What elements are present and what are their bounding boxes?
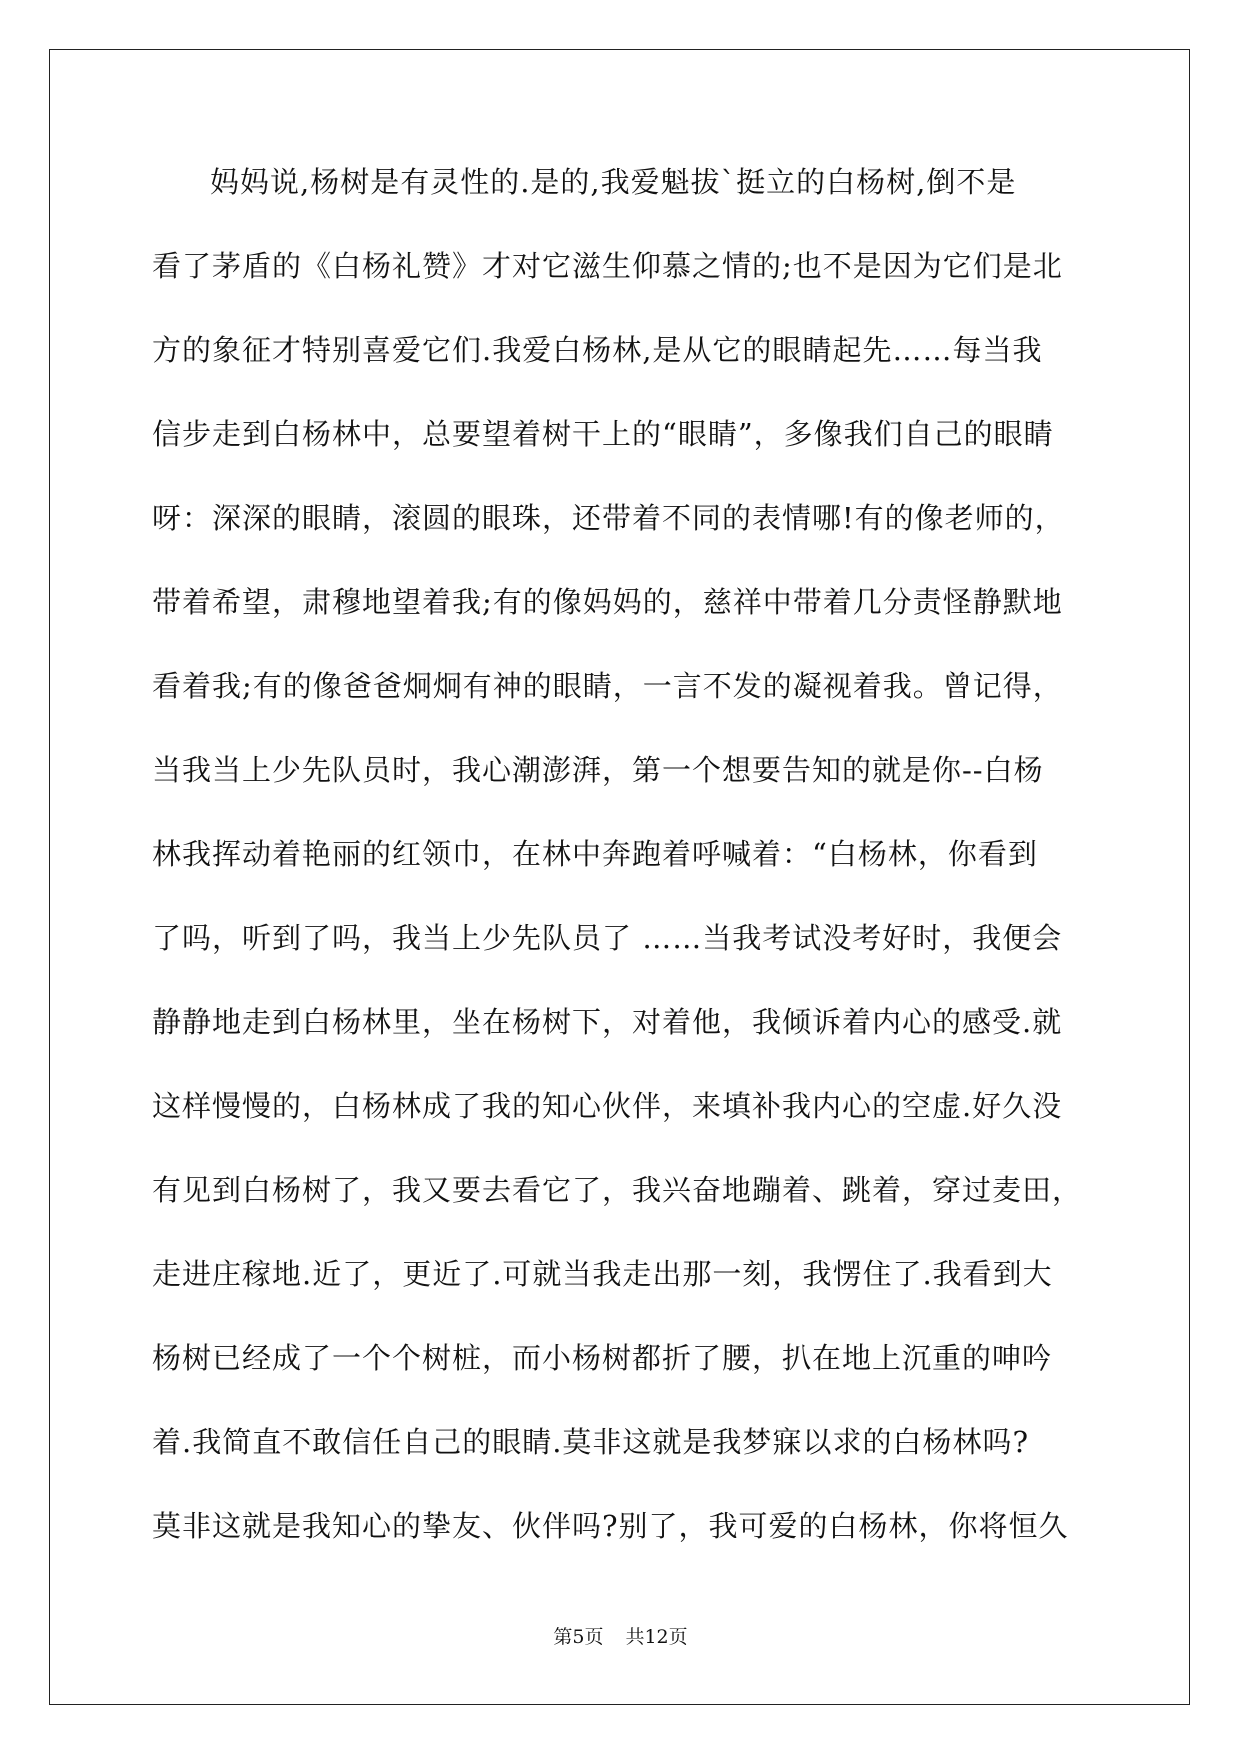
page-number-total: 共12页 xyxy=(625,1626,688,1648)
text-line: 呀：深深的眼睛，滚圆的眼珠，还带着不同的表情哪!有的像老师的， xyxy=(152,501,1065,535)
page-footer xyxy=(0,1622,1241,1649)
text-line: 静静地走到白杨林里，坐在杨树下，对着他，我倾诉着内心的感受.就 xyxy=(152,1005,1063,1039)
text-line: 了吗，听到了吗，我当上少先队员了 ……当我考试没考好时，我便会 xyxy=(152,921,1063,955)
text-line: 这样慢慢的，白杨林成了我的知心伙伴，来填补我内心的空虚.好久没 xyxy=(152,1089,1063,1123)
body-text xyxy=(152,164,1112,1592)
page-number-current: 第5页 xyxy=(553,1626,604,1648)
text-line: 方的象征才特别喜爱它们.我爱白杨林,是从它的眼睛起先……每当我 xyxy=(152,333,1043,367)
text-line: 有见到白杨树了，我又要去看它了，我兴奋地蹦着、跳着，穿过麦田， xyxy=(152,1173,1083,1207)
text-line: 杨树已经成了一个个树桩，而小杨树都折了腰，扒在地上沉重的呻吟 xyxy=(152,1341,1053,1375)
text-line: 看着我;有的像爸爸炯炯有神的眼睛，一言不发的凝视着我。曾记得， xyxy=(152,669,1063,703)
text-line: 带着希望，肃穆地望着我;有的像妈妈的，慈祥中带着几分责怪静默地 xyxy=(152,585,1063,619)
text-line: 信步走到白杨林中，总要望着树干上的“眼睛”，多像我们自己的眼睛 xyxy=(152,417,1054,451)
text-line: 走进庄稼地.近了，更近了.可就当我走出那一刻，我愣住了.我看到大 xyxy=(152,1257,1053,1291)
text-line: 看了茅盾的《白杨礼赞》才对它滋生仰慕之情的;也不是因为它们是北 xyxy=(152,249,1063,283)
text-line: 妈妈说,杨树是有灵性的.是的,我爱魁拔`挺立的白杨树,倒不是 xyxy=(210,165,1017,199)
text-line: 当我当上少先队员时，我心潮澎湃，第一个想要告知的就是你--白杨 xyxy=(152,753,1044,787)
text-line: 着.我简直不敢信任自己的眼睛.莫非这就是我梦寐以求的白杨林吗? xyxy=(152,1425,1029,1459)
text-line: 莫非这就是我知心的挚友、伙伴吗?别了，我可爱的白杨林，你将恒久 xyxy=(152,1509,1069,1543)
text-line: 林我挥动着艳丽的红领巾，在林中奔跑着呼喊着：“白杨林，你看到 xyxy=(152,837,1038,871)
